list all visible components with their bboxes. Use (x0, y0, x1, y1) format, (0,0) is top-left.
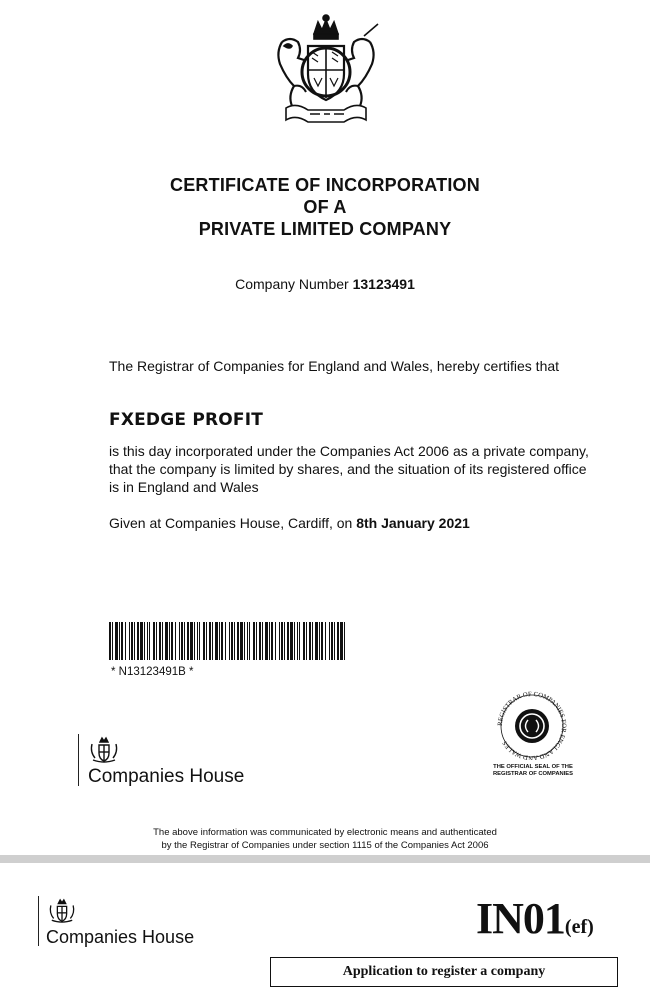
given-at-statement (109, 514, 589, 532)
form-code-main: IN01 (476, 894, 565, 943)
barcode-stripe (187, 622, 189, 660)
barcode-stripe (162, 622, 163, 660)
registrar-statement: The Registrar of Companies for England and Wales, hereby certifies that (109, 358, 560, 374)
barcode-stripe (171, 622, 173, 660)
barcode-stripe (329, 622, 330, 660)
barcode-stripe (312, 622, 313, 660)
barcode-stripe (121, 622, 123, 660)
barcode-stripe (315, 622, 318, 660)
given-date: 8th January 2021 (356, 515, 470, 531)
barcode-stripe (144, 622, 145, 660)
barcode-stripe (234, 622, 235, 660)
royal-coat-of-arms-icon (268, 12, 384, 124)
barcode-stripe (290, 622, 293, 660)
barcode-stripe (237, 622, 239, 660)
barcode-stripe (306, 622, 307, 660)
barcode-stripe (203, 622, 205, 660)
barcode-stripe (149, 622, 150, 660)
form-title-box (270, 957, 618, 987)
barcode-stripe (231, 622, 233, 660)
barcode-stripe (269, 622, 270, 660)
barcode-stripe (194, 622, 195, 660)
companies-house-crest-icon (88, 736, 120, 764)
barcode-number: * N13123491B * (111, 666, 194, 678)
barcode-stripe (229, 622, 230, 660)
barcode-stripe (212, 622, 213, 660)
barcode-stripe (281, 622, 283, 660)
barcode-stripe (309, 622, 311, 660)
barcode-stripe (319, 622, 320, 660)
form-code-suffix: (ef) (564, 916, 594, 938)
company-number (0, 276, 650, 292)
certificate-title (0, 174, 650, 240)
company-name: FXEDGE PROFIT (109, 410, 264, 430)
company-number-value: 13123491 (352, 276, 415, 292)
barcode-stripe (247, 622, 248, 660)
barcode-stripe (206, 622, 207, 660)
barcode-stripe (119, 622, 120, 660)
barcode-stripe (125, 622, 126, 660)
barcode-stripe (181, 622, 183, 660)
barcode-stripe (165, 622, 168, 660)
barcode-stripe (112, 622, 113, 660)
barcode-stripe (134, 622, 135, 660)
form-companies-house-crest-icon (47, 898, 77, 924)
page-divider (0, 855, 650, 863)
seal-ring-text: REGISTRAR OF COMPANIES FOR ENGLAND AND WALES (496, 690, 568, 760)
barcode-stripe (256, 622, 257, 660)
barcode-stripe (175, 622, 176, 660)
barcode-stripe (297, 622, 298, 660)
barcode-stripe (259, 622, 261, 660)
company-number-label: Company Number (235, 276, 349, 292)
title-line-2: OF A (303, 197, 347, 217)
barcode-stripe (303, 622, 305, 660)
barcode-stripe (340, 622, 343, 660)
barcode-stripe (331, 622, 333, 660)
barcode-stripe (240, 622, 243, 660)
barcode-stripe (244, 622, 245, 660)
form-brand-divider (38, 896, 39, 946)
brand-divider (78, 734, 79, 786)
companies-house-brand: Companies House (88, 766, 245, 787)
barcode-stripe (137, 622, 139, 660)
seal-caption-line-2: REGISTRAR OF COMPANIES (492, 771, 574, 777)
barcode-icon (109, 622, 345, 660)
authentication-note-line-1: The above information was communicated by electronic means and authenticated (153, 827, 497, 838)
barcode-stripe (279, 622, 280, 660)
barcode-stripe (253, 622, 255, 660)
official-seal-icon (484, 690, 580, 760)
title-line-3: PRIVATE LIMITED COMPANY (198, 219, 452, 239)
barcode-stripe (169, 622, 170, 660)
barcode-stripe (153, 622, 155, 660)
incorporation-statement: is this day incorporated under the Companies Act 2006 as a private company, that the company is limited by shares, and the situation of its registered office is in England and Wales (109, 443, 589, 495)
barcode-stripe (184, 622, 185, 660)
barcode-stripe (215, 622, 218, 660)
barcode-stripe (156, 622, 157, 660)
barcode-stripe (147, 622, 148, 660)
given-at-text: Given at Companies House, Cardiff, on (109, 515, 353, 531)
form-title: Application to register a company (342, 964, 546, 979)
barcode-stripe (140, 622, 143, 660)
barcode-stripe (337, 622, 339, 660)
barcode-stripe (262, 622, 263, 660)
seal-caption-line-1: THE OFFICIAL SEAL OF THE (493, 764, 573, 770)
seal-caption (470, 764, 596, 778)
barcode-stripe (159, 622, 161, 660)
barcode-stripe (190, 622, 193, 660)
barcode-stripe (249, 622, 250, 660)
barcode-stripe (344, 622, 345, 660)
barcode-stripe (197, 622, 198, 660)
barcode-stripe (209, 622, 211, 660)
barcode-stripe (334, 622, 335, 660)
authentication-note-line-2: by the Registrar of Companies under section 1115 of the Companies Act 2006 (161, 840, 489, 851)
barcode-stripe (225, 622, 226, 660)
form-code (476, 894, 594, 949)
barcode-stripe (131, 622, 133, 660)
barcode-stripe (219, 622, 220, 660)
authentication-note (60, 826, 590, 852)
barcode-stripe (321, 622, 323, 660)
barcode-stripe (275, 622, 276, 660)
barcode-stripe (129, 622, 130, 660)
form-companies-house-brand: Companies House (46, 927, 195, 947)
barcode-stripe (325, 622, 326, 660)
barcode-stripe (109, 622, 111, 660)
barcode-stripe (294, 622, 295, 660)
barcode-stripe (271, 622, 273, 660)
barcode-stripe (221, 622, 223, 660)
title-line-1: CERTIFICATE OF INCORPORATION (170, 175, 480, 195)
barcode-stripe (284, 622, 285, 660)
barcode-stripe (199, 622, 200, 660)
barcode-stripe (287, 622, 289, 660)
barcode-stripe (265, 622, 268, 660)
barcode-stripe (299, 622, 300, 660)
barcode-stripe (115, 622, 118, 660)
barcode-stripe (179, 622, 180, 660)
